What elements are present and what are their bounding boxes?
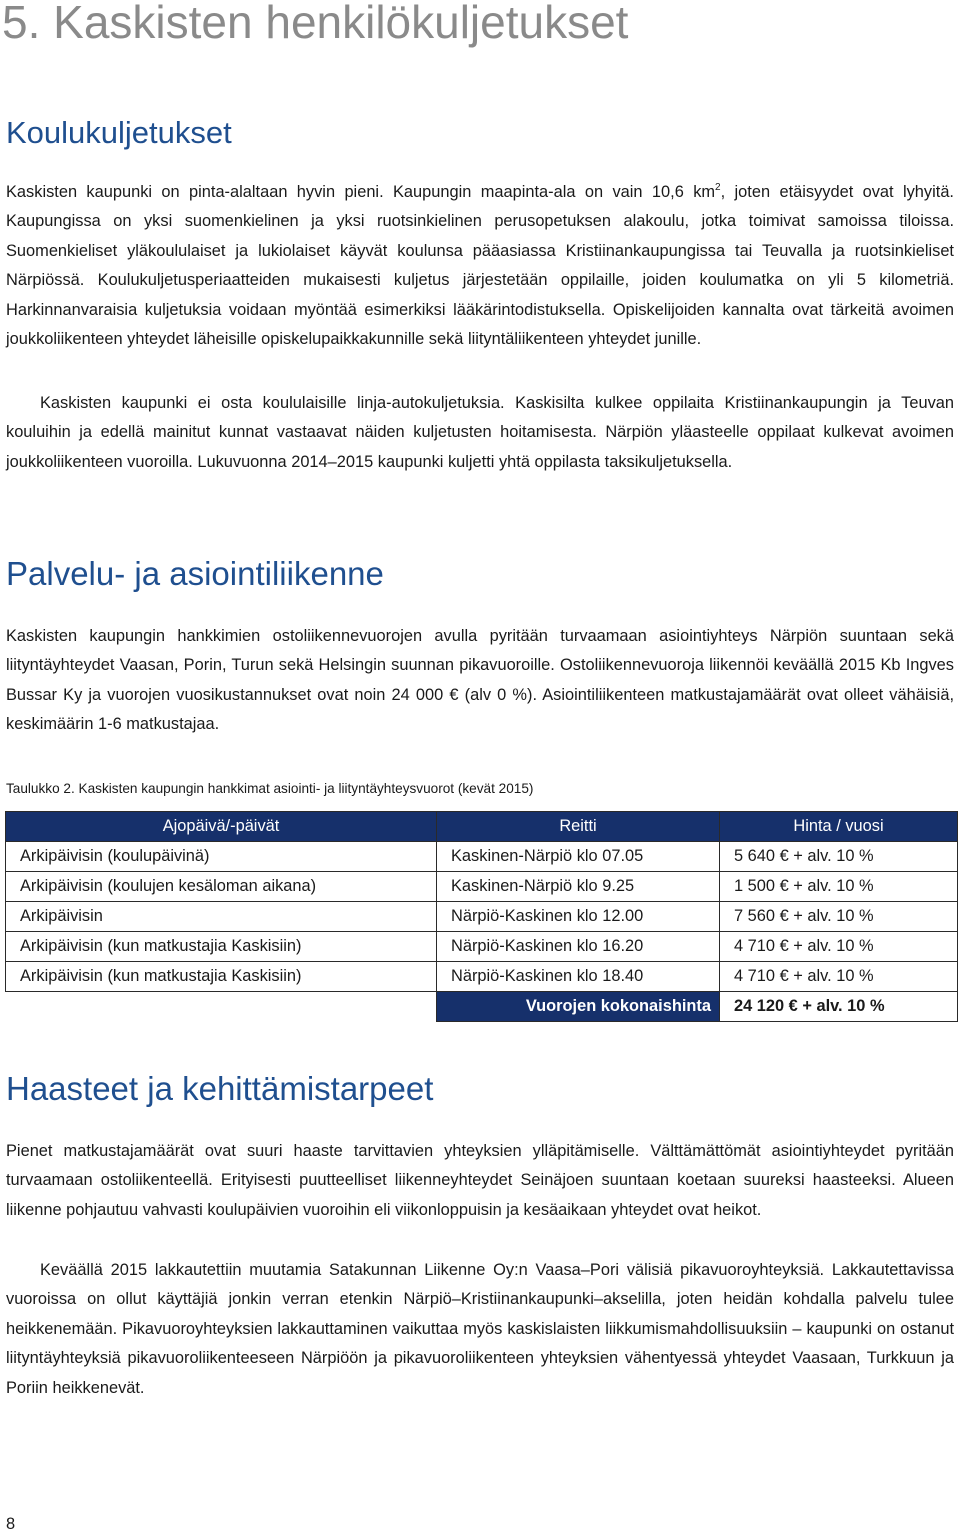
paragraph-haasteet-2: Keväällä 2015 lakkautettiin muutamia Satakunnan Liikenne Oy:n Vaasa–Pori välisiä pikavuoroyhteyksiä. Lakkautettavissa vuoroissa on ollut käyttäjiä jonkin verran etenkin Närpiö–Kristiinankaupunki–akselilla, joten heidän kohdalla palvelu tulee heikkenemään. Pikavuoroyhteyksien lakkauttaminen vaikuttaa myös kaskislaisten liikkumismahdollisuuksiin – kaupunki on ostanut liityntäyhteyksiä pikavuoroliikenteeseen Närpiöön ja pikavuoroliikenteen yhteyksien vähentyessä yhteydet Vaasaan, Turkkuun ja Poriin heikkenevät. bbox=[6, 1261, 954, 1397]
cell-day: Arkipäivisin (koulujen kesäloman aikana) bbox=[6, 872, 437, 902]
cell-price: 5 640 € + alv. 10 % bbox=[720, 842, 958, 872]
cell-route: Kaskinen-Närpiö klo 9.25 bbox=[437, 872, 720, 902]
header-cell-price: Hinta / vuosi bbox=[720, 812, 958, 842]
cell-day: Arkipäivisin (kun matkustajia Kaskisiin) bbox=[6, 932, 437, 962]
section-heading-koulukuljetukset: Koulukuljetukset bbox=[6, 115, 232, 150]
cell-route: Närpiö-Kaskinen klo 12.00 bbox=[437, 902, 720, 932]
paragraph-koulukuljetukset-1 bbox=[6, 178, 954, 354]
paragraph-palvelu-1: Kaskisten kaupungin hankkimien ostoliikennevuorojen avulla pyritään turvaamaan asiointiyhteys Närpiön suuntaan sekä liityntäyhteydet Vaasan, Porin, Turun sekä Helsingin suunnan pikavuoroille. Ostoliikennevuoroja liikennöi keväällä 2015 Kb Ingves Bussar Ky ja vuorojen vuosikustannukset ovat noin 24 000 € (alv 0 %). Asiointiliikenteen matkustajamäärät ovat olleet vähäisiä, keskimäärin 1-6 matkustajaa. bbox=[6, 627, 954, 734]
cell-day: Arkipäivisin (koulupäivinä) bbox=[6, 842, 437, 872]
cell-price: 1 500 € + alv. 10 % bbox=[720, 872, 958, 902]
table-row bbox=[6, 962, 958, 992]
empty-cell bbox=[6, 992, 437, 1022]
table-row bbox=[6, 872, 958, 902]
section-heading-palvelu: Palvelu- ja asiointiliikenne bbox=[6, 555, 384, 592]
table-header-row bbox=[6, 812, 958, 842]
paragraph-text: , joten etäisyydet ovat lyhyitä. Kaupungissa on yksi suomenkielinen ja yksi ruotsinkielinen perusopetuksen alakoulu, jotka toimivat samoissa tiloissa. Suomenkieliset yläkoululaiset ja lukiolaiset käyvät koulunsa pääasiassa Kristiinankaupungissa tai Teuvalla ja ruotsinkieliset Närpiössä. Koulukuljetusperiaatteiden mukaisesti kuljetus järjestetään oppilaille, joiden koulumatka on yli 5 kilometriä. Harkinnanvaraisia kuljetuksia voidaan myöntää esimerkiksi lääkärintodistuksella. Opiskelijoiden kannalta ovat tärkeitä avoimen joukkoliikenteen yhteydet läheisille opiskelupaikkakunnille sekä liityntäliikenteen yhteydet junille. bbox=[6, 183, 954, 349]
cell-route: Närpiö-Kaskinen klo 18.40 bbox=[437, 962, 720, 992]
header-cell-route: Reitti bbox=[437, 812, 720, 842]
page-number: 8 bbox=[6, 1515, 16, 1533]
cell-day: Arkipäivisin bbox=[6, 902, 437, 932]
cell-price: 7 560 € + alv. 10 % bbox=[720, 902, 958, 932]
header-cell-day: Ajopäivä/-päivät bbox=[6, 812, 437, 842]
chapter-title: 5. Kaskisten henkilökuljetukset bbox=[2, 0, 629, 48]
table-row bbox=[6, 842, 958, 872]
table-row bbox=[6, 932, 958, 962]
superscript: 2 bbox=[715, 182, 721, 193]
table-total-row bbox=[6, 992, 958, 1022]
total-value: 24 120 € + alv. 10 % bbox=[720, 992, 958, 1022]
cell-price: 4 710 € + alv. 10 % bbox=[720, 932, 958, 962]
paragraph-haasteet-1: Pienet matkustajamäärät ovat suuri haaste tarvittavien yhteyksien ylläpitämiselle. Välttämättömät asiointiyhteydet pyritään turvaamaan ostoliikenteellä. Erityisesti puutteelliset liikenneyhteydet Seinäjoen suuntaan koetaan suureksi haasteeksi. Alueen liikenne pohjautuu vahvasti koulupäivien vuoroihin eli viikonloppuisin ja kesäaikaan yhteydet ovat heikot. bbox=[6, 1142, 954, 1219]
paragraph-text: Kaskisten kaupunki on pinta-alaltaan hyvin pieni. Kaupungin maapinta-ala on vain 10,6 km bbox=[6, 183, 716, 201]
table-caption: Taulukko 2. Kaskisten kaupungin hankkimat asiointi- ja liityntäyhteysvuorot (kevät 2015) bbox=[6, 781, 534, 796]
cell-day: Arkipäivisin (kun matkustajia Kaskisiin) bbox=[6, 962, 437, 992]
section-heading-haasteet: Haasteet ja kehittämistarpeet bbox=[6, 1070, 434, 1107]
paragraph-koulukuljetukset-2: Kaskisten kaupunki ei osta koululaisille linja-autokuljetuksia. Kaskisilta kulkee oppilaita Kristiinankaupungin ja Teuvan kouluihin ja edellä mainitut kunnat vastaavat näiden kuljetusten hoitamisesta. Närpiön yläasteelle oppilaat kulkevat avoimen joukkoliikenteen vuoroilla. Lukuvuonna 2014–2015 kaupunki kuljetti yhtä oppilasta taksikuljetuksella. bbox=[6, 394, 954, 471]
cell-route: Närpiö-Kaskinen klo 16.20 bbox=[437, 932, 720, 962]
cell-route: Kaskinen-Närpiö klo 07.05 bbox=[437, 842, 720, 872]
table-row bbox=[6, 902, 958, 932]
total-label: Vuorojen kokonaishinta bbox=[437, 992, 720, 1022]
routes-table bbox=[5, 811, 958, 1022]
cell-price: 4 710 € + alv. 10 % bbox=[720, 962, 958, 992]
